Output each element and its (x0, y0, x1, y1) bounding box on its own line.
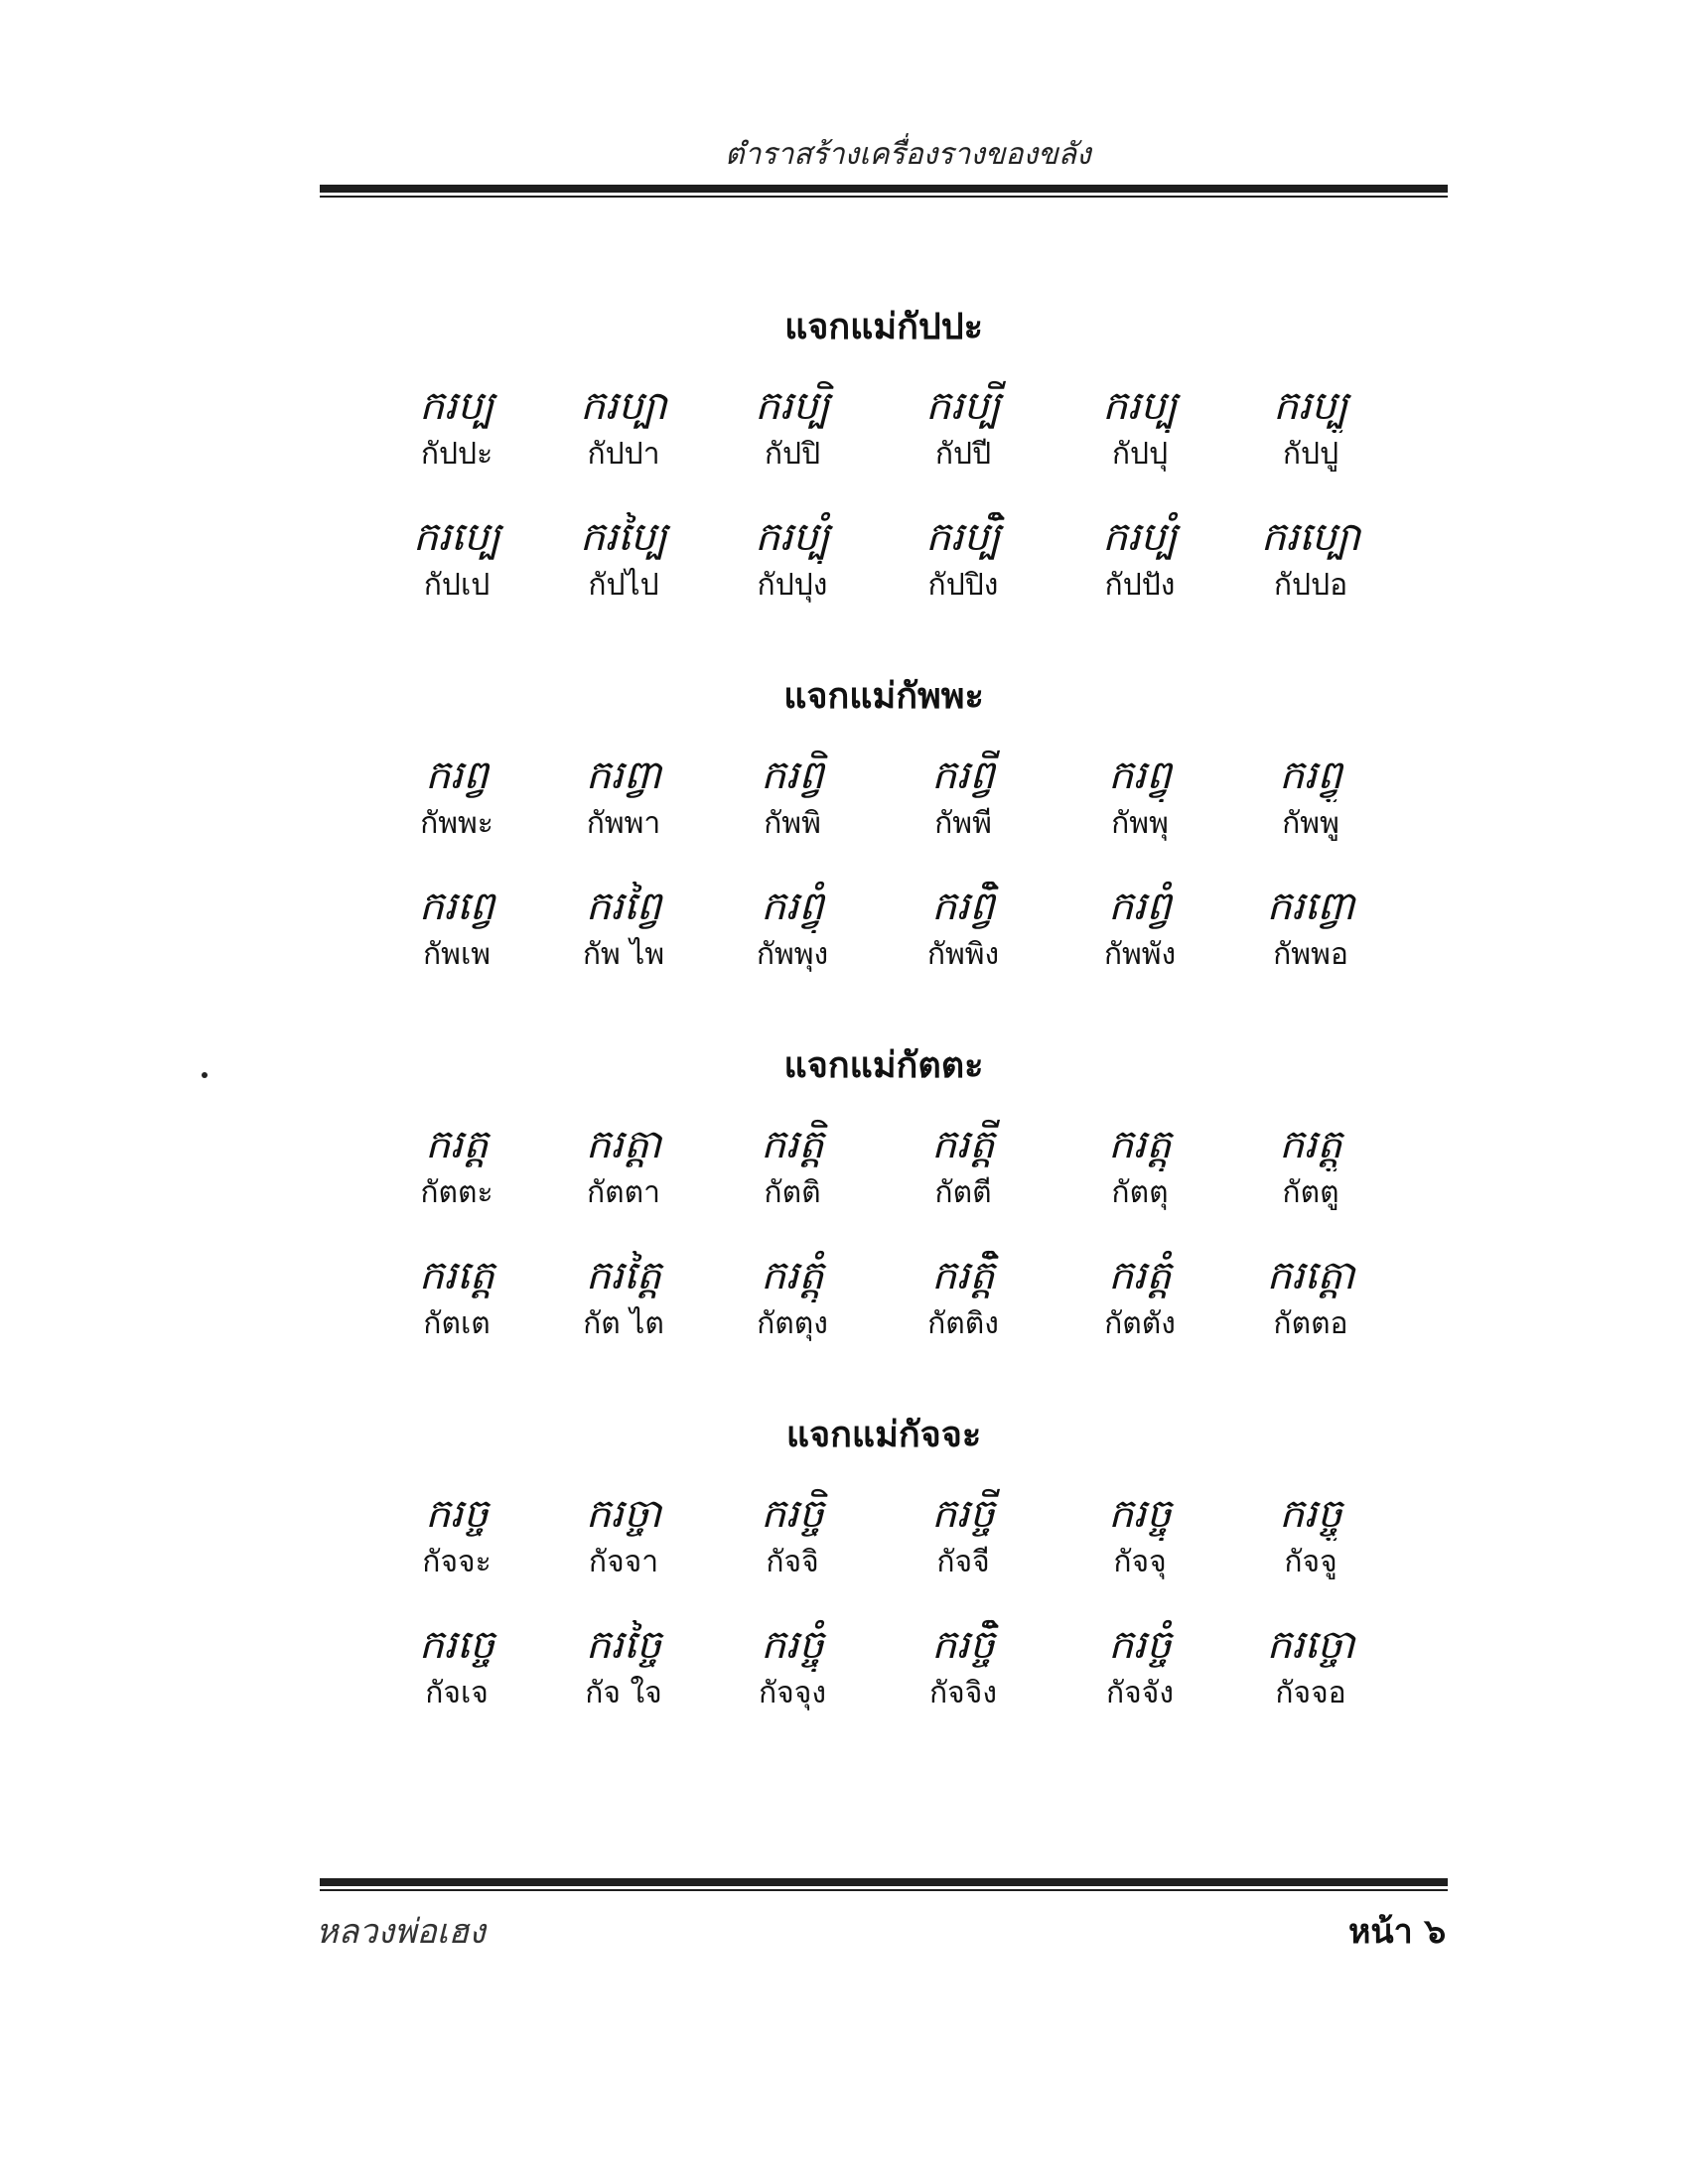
transliteration: กัปปิง (927, 568, 999, 603)
transliteration: กัจ ใจ (585, 1676, 662, 1710)
script-glyph: ករប្បុ (1102, 383, 1178, 429)
transliteration: กัตตี (934, 1175, 992, 1210)
script-glyph: ករច្ចុ (1108, 1491, 1172, 1537)
script-glyph: ករព្វំ (1108, 884, 1172, 929)
syllable-cell (1231, 510, 1390, 608)
script-glyph: ករច្ចំ (1108, 1622, 1172, 1668)
script-glyph: ករប្បី (925, 383, 1001, 429)
script-glyph: ករព្វិ (761, 752, 824, 798)
script-glyph: ករប្បេ (412, 514, 501, 560)
script-glyph: ករត្តំ (1108, 1253, 1172, 1298)
syllable-cell (1231, 379, 1390, 477)
transliteration: กัตตัง (1104, 1306, 1176, 1341)
transliteration: กัพพู (1282, 806, 1339, 841)
syllable-cell (1060, 510, 1219, 608)
transliteration: กัตตะ (420, 1175, 493, 1210)
syllable-cell (1060, 379, 1219, 477)
page-header-title: ตำราสร้างเครื่องรางของขลัง (725, 137, 1091, 172)
syllable-cell (377, 880, 536, 977)
script-glyph: ករត្តិំ (931, 1253, 995, 1298)
script-glyph: ករព្វុ (1108, 752, 1172, 798)
script-glyph: ករប្បៃ (579, 514, 668, 560)
transliteration: กัจจี (936, 1545, 990, 1579)
syllable-cell (713, 1487, 872, 1584)
syllable-cell (884, 880, 1043, 977)
script-glyph: ករប្បូ (1273, 383, 1348, 429)
transliteration: กัตตู (1282, 1175, 1339, 1210)
syllable-row (377, 1618, 1430, 1749)
script-glyph: ករប្បុំ (755, 514, 830, 560)
transliteration: กัพพุ (1111, 806, 1169, 841)
section-heading: แจกแม่กัปปะ (784, 307, 983, 347)
syllable-cell (377, 1618, 536, 1715)
syllable-cell (1231, 1618, 1390, 1715)
syllable-cell (1060, 1618, 1219, 1715)
script-glyph: ករព្វា (585, 752, 662, 798)
script-glyph: ករត្តុំ (761, 1253, 824, 1298)
footer-rule (320, 1878, 1448, 1891)
syllable-cell (713, 510, 872, 608)
script-glyph: ករព្វូ (1279, 752, 1342, 798)
syllable-cell (884, 379, 1043, 477)
syllable-row (377, 1249, 1430, 1380)
script-glyph: ករច្ចិ (761, 1491, 824, 1537)
syllable-cell (544, 1618, 703, 1715)
header-rule (320, 185, 1448, 198)
syllable-cell (713, 749, 872, 846)
syllable-cell (1060, 1487, 1219, 1584)
script-glyph: ករប្បំ (1102, 514, 1178, 560)
syllable-cell (544, 749, 703, 846)
syllable-cell (544, 1118, 703, 1215)
transliteration: กัปปุ (1111, 437, 1169, 472)
syllable-cell (544, 1487, 703, 1584)
syllable-cell (884, 510, 1043, 608)
script-glyph: ករព្វ (425, 752, 489, 798)
script-glyph: ករប្បិ (755, 383, 830, 429)
page-number: หน้า ๖ (1348, 1912, 1447, 1952)
transliteration: กัจจัง (1106, 1676, 1174, 1710)
transliteration: กัตตุง (757, 1306, 828, 1341)
stray-ink-dot (202, 1072, 208, 1078)
script-glyph: ករប្បា (580, 383, 667, 429)
syllable-cell (884, 1118, 1043, 1215)
script-glyph: ករត្តោ (1266, 1253, 1355, 1298)
transliteration: กัตตอ (1273, 1306, 1348, 1341)
transliteration: กัพพุง (756, 937, 829, 972)
transliteration: กัพ ไพ (582, 937, 665, 972)
transliteration: กัพพัง (1103, 937, 1177, 972)
transliteration: กัจจอ (1275, 1676, 1346, 1710)
script-glyph: ករត្តុ (1108, 1122, 1172, 1167)
section-heading: แจกแม่กัจจะ (785, 1415, 982, 1455)
script-glyph: ករព្វី (931, 752, 995, 798)
transliteration: กัตตุ (1111, 1175, 1169, 1210)
syllable-row (377, 880, 1430, 1011)
script-glyph: ករប្ប (419, 383, 494, 429)
transliteration: กัตตา (587, 1175, 660, 1210)
syllable-cell (377, 510, 536, 608)
transliteration: กัปเป (423, 568, 491, 603)
transliteration: กัจจิ (766, 1545, 819, 1579)
script-glyph: ករព្វេ (418, 884, 495, 929)
syllable-row (377, 510, 1430, 641)
script-glyph: ករត្តិ (761, 1122, 824, 1167)
transliteration: กัต ไต (583, 1306, 664, 1341)
script-glyph: ករត្តូ (1279, 1122, 1342, 1167)
syllable-cell (1231, 1249, 1390, 1346)
syllable-cell (1231, 749, 1390, 846)
section-heading: แจกแม่กัตตะ (783, 1045, 984, 1086)
transliteration: กัปปา (587, 437, 660, 472)
transliteration: กัตติ (764, 1175, 821, 1210)
transliteration: กัปปอ (1273, 568, 1348, 603)
transliteration: กัปปะ (420, 437, 493, 472)
syllable-cell (1231, 1118, 1390, 1215)
script-glyph: ករច្ចៃ (585, 1622, 662, 1668)
syllable-cell (713, 1249, 872, 1346)
transliteration: กัจจา (588, 1545, 659, 1579)
script-glyph: ករច្ចី (931, 1491, 995, 1537)
script-glyph: ករច្ចុំ (761, 1622, 824, 1668)
syllable-cell (377, 1118, 536, 1215)
script-glyph: ករព្វុំ (761, 884, 824, 929)
transliteration: กัพเพ (423, 937, 491, 972)
script-glyph: ករត្តា (585, 1122, 662, 1167)
syllable-cell (884, 1249, 1043, 1346)
syllable-cell (884, 749, 1043, 846)
syllable-cell (1060, 880, 1219, 977)
syllable-cell (377, 379, 536, 477)
syllable-cell (544, 880, 703, 977)
transliteration: กัจจุ (1113, 1545, 1167, 1579)
syllable-cell (884, 1487, 1043, 1584)
script-glyph: ករច្ចេ (418, 1622, 495, 1668)
syllable-row (377, 1487, 1430, 1618)
transliteration: กัพพิง (926, 937, 1000, 972)
script-glyph: ករត្តៃ (585, 1253, 662, 1298)
transliteration: กัจจุง (759, 1676, 826, 1710)
script-glyph: ករច្ចោ (1266, 1622, 1355, 1668)
syllable-cell (377, 1249, 536, 1346)
transliteration: กัพพิ (764, 806, 821, 841)
transliteration: กัตเต (423, 1306, 491, 1341)
syllable-row (377, 749, 1430, 880)
transliteration: กัพพะ (420, 806, 493, 841)
script-glyph: ករប្បិំ (925, 514, 1001, 560)
transliteration: กัพพี (934, 806, 992, 841)
syllable-cell (544, 379, 703, 477)
transliteration: กัปไป (588, 568, 659, 603)
script-glyph: ករត្តី (931, 1122, 995, 1167)
transliteration: กัปปิ (764, 437, 821, 472)
syllable-row (377, 1118, 1430, 1249)
script-glyph: ករត្តេ (418, 1253, 495, 1298)
transliteration: กัพพา (586, 806, 661, 841)
syllable-cell (713, 1618, 872, 1715)
section-heading: แจกแม่กัพพะ (783, 676, 984, 717)
syllable-cell (884, 1618, 1043, 1715)
syllable-cell (544, 1249, 703, 1346)
syllable-cell (713, 379, 872, 477)
transliteration: กัจจิง (929, 1676, 997, 1710)
syllable-row (377, 379, 1430, 510)
transliteration: กัปปี (934, 437, 992, 472)
transliteration: กัตติง (927, 1306, 999, 1341)
transliteration: กัปปู (1282, 437, 1339, 472)
transliteration: กัปปุง (757, 568, 828, 603)
syllable-cell (713, 1118, 872, 1215)
script-glyph: ករប្បោ (1260, 514, 1361, 560)
transliteration: กัปปัง (1104, 568, 1176, 603)
script-glyph: ករត្ត (425, 1122, 489, 1167)
script-glyph: ករច្ចូ (1279, 1491, 1342, 1537)
script-glyph: ករព្វៃ (585, 884, 662, 929)
syllable-cell (544, 510, 703, 608)
syllable-cell (1060, 749, 1219, 846)
syllable-cell (377, 1487, 536, 1584)
script-glyph: ករច្ចិំ (931, 1622, 995, 1668)
transliteration: กัจเจ (425, 1676, 489, 1710)
script-glyph: ករច្ចា (585, 1491, 662, 1537)
syllable-cell (1060, 1118, 1219, 1215)
syllable-cell (713, 880, 872, 977)
transliteration: กัจจู (1284, 1545, 1337, 1579)
syllable-cell (377, 749, 536, 846)
handwritten-signature: หลวงพ่อเฮง (316, 1912, 486, 1952)
script-glyph: ករច្ច (425, 1491, 489, 1537)
syllable-cell (1231, 880, 1390, 977)
transliteration: กัจจะ (422, 1545, 492, 1579)
syllable-cell (1060, 1249, 1219, 1346)
syllable-cell (1231, 1487, 1390, 1584)
script-glyph: ករព្វិំ (931, 884, 995, 929)
script-glyph: ករព្វោ (1266, 884, 1355, 929)
transliteration: กัพพอ (1273, 937, 1348, 972)
